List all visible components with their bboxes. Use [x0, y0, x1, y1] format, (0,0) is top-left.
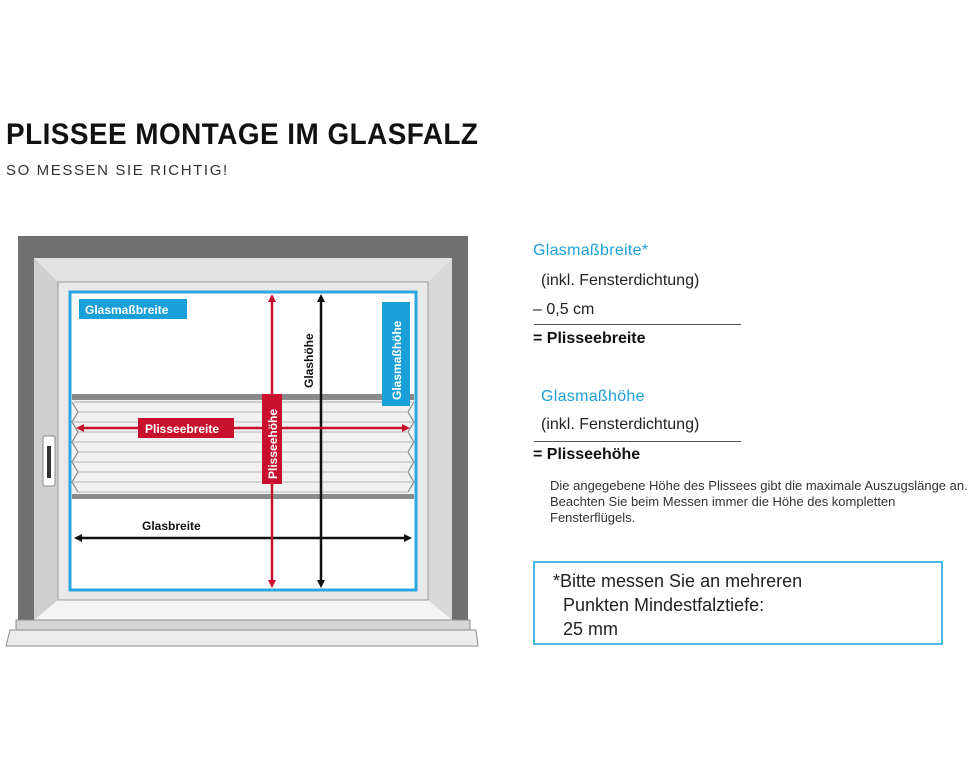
- infobox-line3: 25 mm: [563, 619, 619, 639]
- width-formula-result: = Plisseebreite: [533, 330, 646, 347]
- width-formula-line1: (inkl. Fensterdichtung): [541, 272, 700, 289]
- window-sill: [6, 620, 478, 646]
- infobox-line2: Punkten Mindestfalztiefe:: [563, 595, 765, 615]
- pleated-blind: [72, 394, 414, 499]
- height-formula-divider: [534, 441, 741, 442]
- height-formula-result: = Plisseehöhe: [533, 446, 641, 463]
- width-formula-heading: Glasmaßbreite*: [533, 242, 649, 259]
- measurement-note: Die angegebene Höhe des Plissees gibt die maximale Auszugslänge an. Beachten Sie beim Messen immer die Höhe des kompletten Fensterflügels.: [550, 478, 968, 525]
- height-formula-heading: Glasmaßhöhe: [541, 388, 645, 405]
- height-formula-line1: (inkl. Fensterdichtung): [541, 416, 700, 433]
- glass-width-label: Glasbreite: [142, 519, 201, 533]
- reveal-top: [34, 258, 452, 282]
- glass-height-tag-label: Glasmaßhöhe: [390, 320, 404, 400]
- width-formula-line2: – 0,5 cm: [533, 301, 595, 318]
- reveal-right: [428, 258, 452, 620]
- pleat-height-label: Plisseehöhe: [266, 408, 280, 479]
- page-subtitle: SO MESSEN SIE RICHTIG!: [6, 162, 229, 179]
- glass-height-label: Glashöhe: [302, 333, 316, 388]
- glass-width-tag-label: Glasmaßbreite: [85, 303, 169, 317]
- window-handle-icon: [43, 436, 55, 486]
- pleat-width-label: Plisseebreite: [145, 422, 220, 436]
- infobox-line1: *Bitte messen Sie an mehreren: [553, 571, 803, 591]
- page-title: PLISSEE MONTAGE IM GLASFALZ: [6, 118, 479, 151]
- minimum-depth-infobox: [533, 561, 943, 645]
- width-formula-divider: [534, 324, 741, 325]
